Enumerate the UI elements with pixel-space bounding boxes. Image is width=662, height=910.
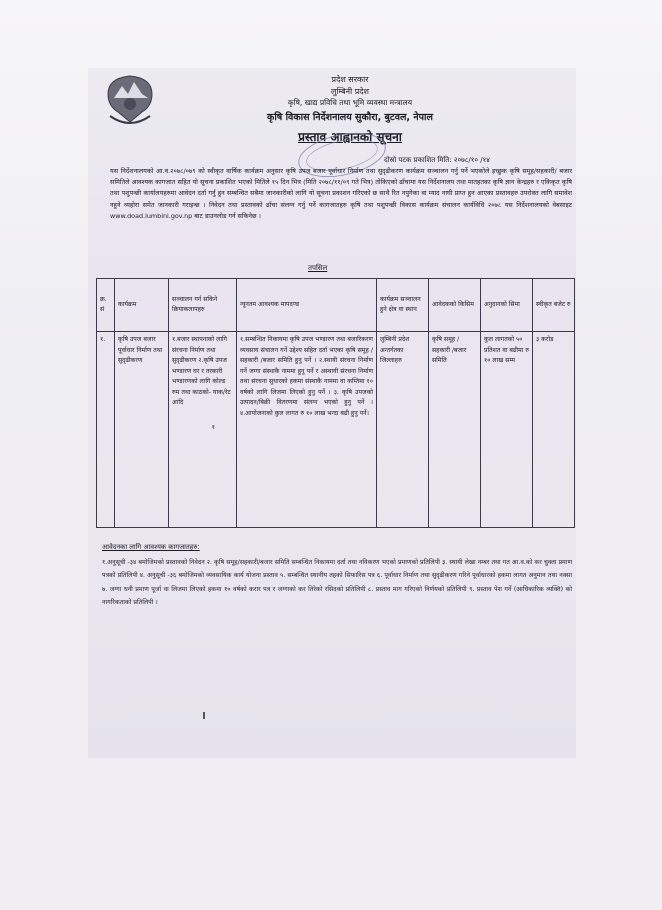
- cell-limit: कुल लागतको ५० प्रतिशत वा बढीमा रु १० लाख सम्म: [481, 332, 533, 528]
- pen-mark: [203, 712, 205, 719]
- col-header-activities: सञ्चालन गर्न सकिने क्रियाकलापहरु: [169, 279, 237, 332]
- col-header-limit: अनुदानको सिमा: [481, 279, 533, 332]
- col-header-program: कार्यक्रम: [115, 279, 169, 332]
- intro-paragraph: यस निर्देशनालयको आ.व.२०७८/०७९ को स्वीकृत वार्षिक कार्यक्रम अनुसार कृषि उपज बजार पूर्वाधार निर्माण तथा सुदृढीकरण कार्यक्रम सञ्चालन गर्नु पर्ने भएकोले इच्छुक कृषि समूह/सहकारी/ बजार समितिले आवश्यक कागजात सहित यो सूचना प्रकाशित भएको मितिले १५ दिन भित्र (मिति २०७८/११/०९ गते भित्र) तोकिएको ढाँचामा यस निर्देशनालय तथा मातहतका कृषि ज्ञान केन्द्रहरु र एकिकृत कृषि तथा पशुपन्छी कार्यालयहरुमा आवेदन दर्ता गर्नु हुन सम्बन्धित सबैमा जानकारीको लागि यो सूचना प्रकाशन गरिएको छ साथै रित नपुगेका वा म्याद नाघी प्राप्त हुन आएका प्रस्तावहरु उपरोक्त लागि समावेश नहुने व्यहोरा समेत जानकारी गराइन्छ । निवेदन तथा प्रस्तावको ढाँचा संलग्न गर्नु पर्ने कागजातहरु कृषि तथा पशुपन्छी विकास कार्यक्रम संचालन कार्यविधि २०७८ यस निर्देशनालयको वेबसाइट www.doad.lumbini.gov.np बाट डाउनलोड गर्न सकिनेछ ।: [110, 167, 572, 220]
- table-caption: तपसिल: [308, 264, 328, 272]
- cell-activities: [169, 332, 237, 528]
- header-line-2: लुम्बिनी प्रदेश: [331, 87, 369, 96]
- table-header-row: [97, 279, 575, 332]
- cell-sn: १.: [97, 332, 115, 528]
- table-row: [97, 332, 575, 528]
- cell-criteria: १.सम्बन्धित निकायमा कृषि उपज भण्डारण तथा बजारिकरण व्यवसाय संचालन गर्ने उद्देश्य सहित दर्ता भएका कृषि समूह / सहकारी /बजार समिति हुनु पर्ने । २.स्थायी संरचना निर्माण गर्ने जग्गा संस्थाकै नाममा हुनु पर्ने र अस्थायी संरचना निर्माण तथा संरचना सुधारको हकमा संस्थाकै नाममा वा कम्तिमा १० वर्षको लागि लिजमा लिएको हुनु पर्ने । ३. कृषि उपजको उत्पादन/बिक्री वितरणमा संलग्न भएको हुनु पर्ने । ४.आयोजनाको कुल लागत रु १० लाख भन्दा बढी हुनु पर्ने।: [237, 332, 377, 528]
- cell-mark: १: [211, 423, 215, 431]
- cell-activities-text: १.बजार स्थापनाको लागि संरचना निर्माण तथा सुदृढीकरण २.कृषि उपज भण्डारण घर र तरकारी भण्डारणको लागि कोल्ड रुम तथा काठको- याक/रेट आदि: [172, 336, 231, 406]
- program-table: [96, 278, 575, 528]
- header-directorate: कृषि विकास निर्देशनालय सुकौरा, बुटवल, नेपाल: [267, 112, 433, 123]
- docs-list: १.अनुसूची -३४ बमोजिमको प्रस्तावको निवेदन २. कृषि समूह/सहकारी/बजार समिति सम्बन्धित निकायमा दर्ता तथा नविकरण भएको प्रमाणको प्रतिलिपी ३. स्थायी लेखा नम्बर तथा गत आ.व.को कर चुक्ता प्रमाण पत्रको प्रतिलिपी ४. अनुसूची -३६ बमोजिमको व्यवसायिक कार्य योजना प्रस्ताव ५. सम्बन्धित स्थानीय तहको सिफारिस पत्र ६. पूर्वाधार निर्माण तथा सुदृढीकरण गरिने पूर्वाधारको हकमा लागत अनुमान तथा नक्सा ७. जग्गा धनी प्रमाण पूर्जा वा लिजमा लिएको हकमा १० वर्षको करार पत्र र जग्गाको कर तिरेको रसिदको प्रतिलिपी ८. प्रस्ताव माग गरिएको निर्णयको प्रतिलिपी ९. प्रस्ताव पेश गर्ने (आधिकारिक व्यक्ति) को नागरिकताको प्रतिलिपी ।: [102, 559, 572, 607]
- header-ministry: कृषि, खाद्य प्रविधि तथा भूमि व्यवस्था मन्त्रालय: [287, 98, 413, 107]
- col-header-area: कार्यक्रम सञ्चालन हुने क्षेत्र वा स्थान: [377, 279, 429, 332]
- cell-applicant: कृषि समूह / सहकारी /बजार समिति: [429, 332, 481, 528]
- cell-program: कृषि उपज बजार पूर्वाधार निर्माण तथा सुदृढीकरण: [115, 332, 169, 528]
- publication-date: दोस्रो पटक प्रकाशित मिति: २०७८/१० /१४: [384, 156, 490, 164]
- header-line-1: प्रदेश सरकार: [331, 75, 369, 84]
- cell-budget: ३ करोड: [533, 332, 575, 528]
- col-header-budget: स्वीकृत बजेट रु: [533, 279, 575, 332]
- government-emblem-icon: [104, 72, 156, 130]
- col-header-sn: क्र. सं: [97, 279, 115, 332]
- docs-title: आवेदनका लागि आवश्यक कागजातहरु:: [102, 543, 200, 551]
- cell-area: लुम्बिनी प्रदेश अन्तर्गतका जिल्लाहरु: [377, 332, 429, 528]
- col-header-applicant: आवेदकको किसिम: [429, 279, 481, 332]
- notice-title: प्रस्ताव आह्वानको सूचना: [298, 130, 402, 144]
- col-header-criteria: न्यूनतम आवश्यक मापदण्ड: [237, 279, 377, 332]
